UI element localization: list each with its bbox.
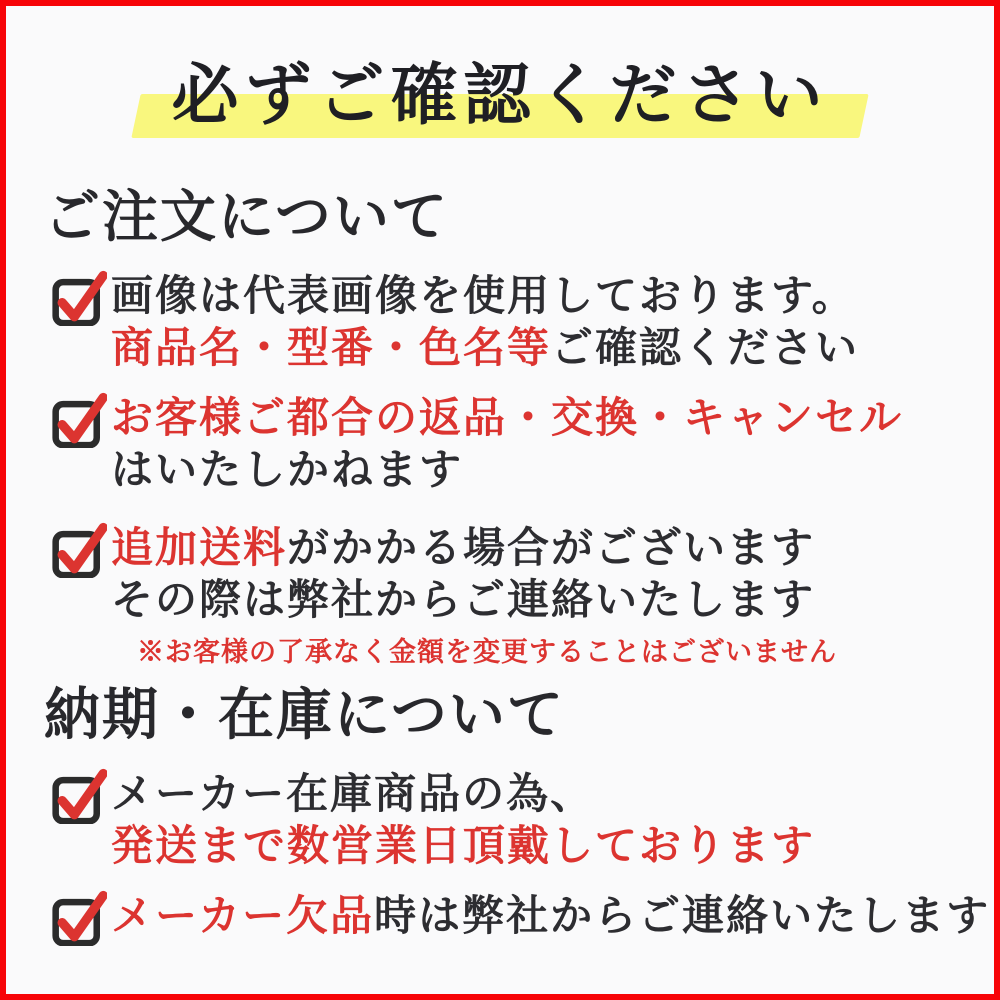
item-line (111, 890, 990, 942)
item-note: ※お客様の了承なく金額を変更することはございません (137, 637, 837, 668)
item-text (111, 522, 837, 670)
text-segment: がかかる場合がございます (287, 523, 816, 572)
checkbox-checked-icon (51, 522, 107, 578)
text-segment-emphasis: 商品名・型番・色名等 (111, 323, 552, 372)
checkbox-checked-icon (51, 890, 107, 946)
checkbox-checked-icon (51, 768, 107, 824)
checkbox-checked-icon (51, 270, 107, 326)
item-text (111, 890, 990, 942)
item-text (111, 270, 859, 374)
checkbox-checked-icon (51, 392, 107, 448)
text-segment: その際は弊社からご連絡いたします (111, 575, 816, 624)
text-segment-emphasis: メーカー欠品 (111, 891, 375, 940)
text-segment: 画像は代表画像を使用しております。 (111, 271, 856, 320)
item-line (111, 820, 815, 872)
text-segment-emphasis: 発送まで数営業日頂戴しております (111, 821, 816, 870)
text-segment: 時は弊社からご連絡いたします (374, 891, 991, 940)
checklist-item-returns (51, 392, 903, 496)
checklist-item-extra-shipping (51, 522, 837, 670)
item-line (111, 522, 837, 574)
item-line (111, 322, 859, 374)
item-line (111, 444, 903, 496)
checklist-item-maker-shortage (51, 890, 990, 946)
item-text (111, 392, 903, 496)
text-segment-emphasis: お客様ご都合の返品・交換・キャンセル (111, 393, 904, 442)
item-line (111, 768, 815, 820)
section-heading-delivery-stock: 納期・在庫について (44, 682, 565, 748)
checklist-item-representative-image (51, 270, 859, 374)
text-segment: ご確認ください (551, 323, 860, 372)
item-line (111, 270, 859, 322)
item-line (111, 392, 903, 444)
item-line (111, 574, 837, 626)
text-segment: はいたしかねます (111, 445, 464, 494)
text-segment-emphasis: 追加送料 (111, 523, 288, 572)
item-text (111, 768, 815, 872)
title-block (6, 42, 994, 154)
section-heading-order: ご注文について (44, 184, 449, 250)
text-segment: メーカー在庫商品の為、 (111, 769, 595, 818)
page-title: 必ずご確認ください (171, 55, 829, 134)
checklist-item-maker-stock (51, 768, 815, 872)
